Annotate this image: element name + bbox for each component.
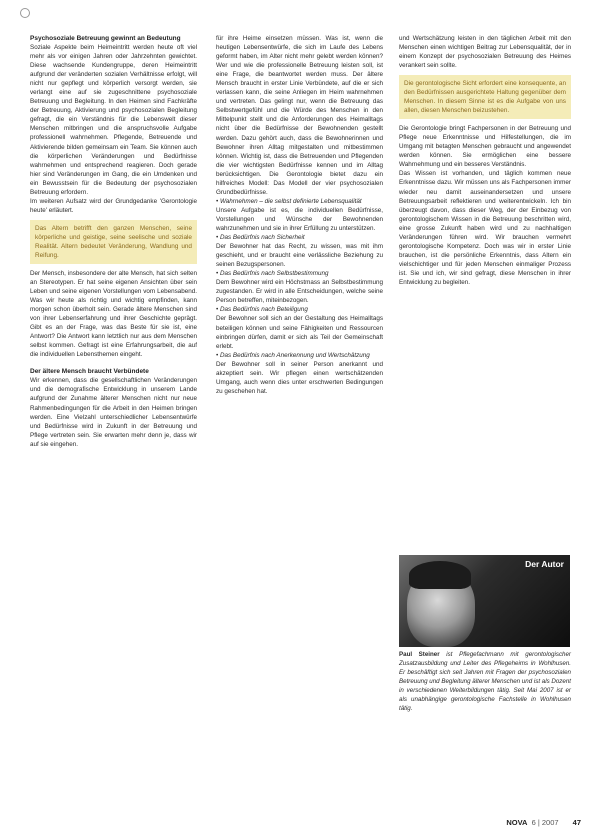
paragraph: und Wertschätzung leisten in den täglichen Arbeit mit den Menschen einen wichtigen Beitrag zur Lebensqualität, der in einem Konzept der psychosozialen Betreuung des Heimes verankert sein sollte. xyxy=(399,35,571,70)
list-item-text: Der Bewohner soll in seiner Person anerkannt und akzeptiert sein. Wir pflegen einen wertschätzenden Umgang, auch wenn dies unter erschwerten Bedingungen zu geschehen hat. xyxy=(216,360,383,395)
paragraph: Im weiteren Aufsatz wird der Grundgedanke 'Gerontologie heute' erläutert. xyxy=(30,197,197,214)
section-heading: Psychosoziale Betreuung gewinnt an Bedeutung xyxy=(30,35,181,42)
pull-quote-box xyxy=(30,220,197,264)
page-footer xyxy=(506,818,581,827)
list-item-title: • Wahrnehmen – die selbst definierte Lebensqualität xyxy=(216,197,362,205)
list-item-title: • Das Bedürfnis nach Anerkennung und Wertschätzung xyxy=(216,351,370,359)
list-item-text: Unsere Aufgabe ist es, die individuellen Bedürfnisse, Vorstellungen und Wünsche der Bewohnenden wahrzunehmen und sie in ihrer Erfüllung zu unterstützen. xyxy=(216,206,383,232)
pull-quote-text: Die gerontologische Sicht erfordert eine konsequente, an den Bedürfnissen ausgerichtete Haltung gegenüber dem Menschen. In diesem Sinne ist es die Aufgabe von uns allen, diesen Menschen beizustehen. xyxy=(404,80,566,115)
list-item-title: • Das Bedürfnis nach Sicherheit xyxy=(216,234,305,242)
pull-quote-text: Das Altern betrifft den ganzen Menschen, seine körperliche und geistige, seine seelische und soziale Realität. Altern bedeutet Veränderung, Wandlung und Reifung. xyxy=(35,224,192,259)
list-item-text: Dem Bewohner wird ein Höchstmass an Selbstbestimmung zugestanden. Er wird in alle Entscheidungen, welche seine Person betreffen, miteinbezogen. xyxy=(216,279,383,305)
paragraph: Soziale Aspekte beim Heimeintritt werden heute oft viel mehr als vor einigen Jahren oder Jahrzehnten gewichtet. Diese wachsende Kundengruppe, deren Heimeintritt aufgrund der veränderten sozialen Verhältnisse erfolgt, will nicht nur gepflegt und körperlich versorgt werden, sie verlangt eine auf sie zugeschnittene psychosoziale Betreuung und Begleitung. In den Heimen sind Fachkräfte der Betreuung, Aktivierung und psychosozialen Begleitung gefragt, die ein Verständnis für die Lebenswelt dieser Menschen mitbringen und die anspruchsvolle Aufgabe professionell wahrnehmen. Pflegende, Betreuende und Aktivierende bilden gemeinsam ein Team. Sie können auch die körperlichen Veränderungen und Bedürfnisse wahrnehmen und entsprechend reagieren. Doch gerade hier sind Veränderungen im Gang, die ein Umdenken und ein Bewusstsein für die Bedeutung der psychosozialen Betreuung erfordern. xyxy=(30,44,197,196)
author-hair xyxy=(409,561,471,589)
article-column-3 xyxy=(399,34,571,287)
list-item-title: • Das Bedürfnis nach Selbstbestimmung xyxy=(216,270,329,278)
paragraph: für ihre Heime einsetzen müssen. Was ist, wenn die heutigen Lebensentwürfe, die sich im Laufe des Lebens geformt haben, im Alter nicht mehr gelebt werden können? Wer und wie die professionelle Betreuung leisten soll, ist eine Frage, die beantwortet werden muss. Der ältere Mensch braucht in erster Linie Verbündete, auf die er sich verlassen kann, die seine Anliegen im Heim wahrnehmen und vertreten. Das gelingt nur, wenn die Betreuung das Selbstwertgefühl und die Würde des Menschen in den Mittelpunkt stellt und die Anforderungen des Heimalltags nicht über die Bedürfnisse der Bewohnenden gestellt werden. Dazu gehört auch, dass die Bewohnerinnen und Bewohner ihren Alltag mitgestalten und mitbestimmen können. Wichtig ist, dass die Betreuenden und Pflegenden die vier wichtigsten Bedürfnisse kennen und im Alltag berücksichtigen. Die Gerontologie bietet dazu ein hilfreiches Modell: Das Modell der vier psychosozialen Grundbedürfnisse. xyxy=(216,35,383,196)
section-heading: Der ältere Mensch braucht Verbündete xyxy=(30,368,149,376)
paragraph: Wir erkennen, dass die gesellschaftlichen Veränderungen und die demografische Entwicklung in unserem Lande aufgrund der Zunahme älterer Menschen nicht nur neue Rahmenbedingungen für die Arbeit in den Heimen bringen werden. Eine Vielzahl unterschiedlicher Lebensentwürfe und Bedürfnisse wird in Zukunft in der Betreuung und Pflege vertreten sein. Sie erwarten mehr denn je, dass wir auf sie eingehen. xyxy=(30,377,197,448)
page-corner-mark xyxy=(20,8,30,18)
author-bio-text: ist Pflegefachmann mit gerontologischer Zusatzausbildung und Leiter des Pflegeheims in Wohlhusen. Er beschäftigt sich seit Jahren mit Fragen der psychosozialen Betreuung und Begleitung älterer Menschen und ist als Dozent in verschiedenen Weiterbildungen tätig. Seit Mai 2007 ist er als unabhängige gerontologische Fachstelle in Wohlhusen tätig. xyxy=(399,651,571,712)
article-column-2 xyxy=(216,34,383,396)
page-number: 47 xyxy=(572,818,581,827)
author-name: Paul Steiner xyxy=(399,651,440,658)
paragraph: Das Wissen ist vorhanden, und täglich kommen neue Erkenntnisse dazu. Wir müssen uns als Fachpersonen immer wieder neu damit auseinandersetzen und unsere Betreuungsarbeit reflektieren und weiterentwickeln. Ich bin überzeugt davon, dass dieser Weg, der der Einbezug von gerontologischem Wissen in die Betreuung beschritten wird, eine grosse Zukunft haben wird und zu nachhaltigen Veränderungen führen wird. Wir brauchen vermehrt gerontologische Kompetenz. Doch was wir in erster Linie brauchen, ist die persönliche Erkenntnis, dass Altern ein vielschichtiger und für jeden Menschen einmaliger Prozess ist. Sie und ich, wir sind gefragt, diese Menschen in ihrer Entwicklung zu begleiten. xyxy=(399,170,571,286)
author-bio xyxy=(399,650,571,713)
list-item-text: Der Bewohner soll sich an der Gestaltung des Heimalltags beteiligen können und seine Fähigkeiten und Ressourcen einbringen dürfen, damit er sich als Teil der Gemeinschaft erlebt. xyxy=(216,315,383,350)
issue-number: 6 | 2007 xyxy=(531,818,559,827)
author-photo xyxy=(399,555,570,647)
list-item-title: • Das Bedürfnis nach Beteiligung xyxy=(216,306,308,314)
paragraph: Die Gerontologie bringt Fachpersonen in der Betreuung und Pflege neue Erkenntnisse und Hilfestellungen, die im Umgang mit betagten Menschen gebraucht und angewendet werden können. Sie ermöglichen eine bessere Wahrnehmung und ein besseres Verständnis. xyxy=(399,125,571,169)
paragraph: Der Mensch, insbesondere der alte Mensch, hat sich selten an Stereotypen. Er hat seine eigenen Ansichten über sein Leben und seine eigenen Vorstellungen vom Lebensabend. Was wir heute als richtig und wichtig empfinden, kann morgen schon überholt sein. Gerade ältere Menschen sind von ihrer Lebenserfahrung und ihrer Geschichte geprägt. Gibt es an der Frage, was das Beste für sie ist, eine Antwort? Die Antwort kann letztlich nur aus dem Menschen selbst kommen. Gefragt ist eine Erfahrungsarbeit, die auf die individuellen Lebensthemen eingeht. xyxy=(30,269,197,359)
list-item-text: Der Bewohner hat das Recht, zu wissen, was mit ihm geschieht, und er braucht eine verlässliche Beziehung zu seinen Bezugspersonen. xyxy=(216,243,383,269)
article-column-1 xyxy=(30,34,197,449)
author-label: Der Autor xyxy=(525,559,564,569)
pull-quote-box xyxy=(399,75,571,119)
magazine-name: NOVA xyxy=(506,818,528,827)
